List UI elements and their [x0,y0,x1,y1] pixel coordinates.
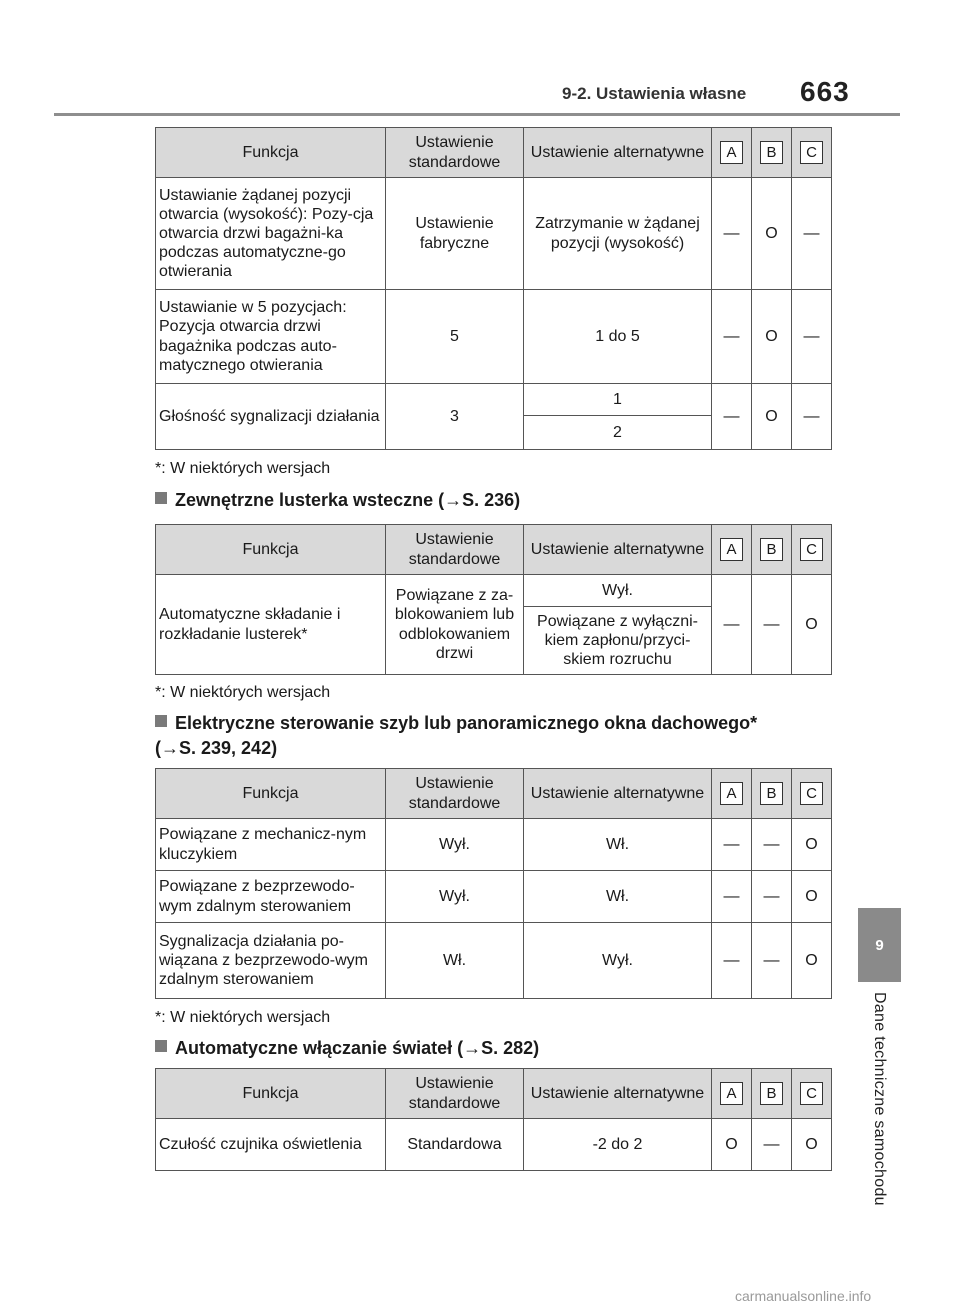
page-number: 663 [800,76,850,107]
col-a [712,128,752,178]
col-alt: Ustawienie alternatywne [524,769,712,819]
cell-std: Ustawienie fabryczne [386,178,524,290]
cell-alt-2: 2 [524,416,712,450]
badge-c: C [800,538,823,561]
col-a [712,769,752,819]
cell-std: Powiązane z za-blokowaniem lub odblokowaniem drzwi [386,575,524,675]
chapter-tab: 9 [858,908,901,982]
col-c [792,769,832,819]
table-windows [155,768,832,999]
badge-c: C [800,1082,823,1105]
arrow-icon: → [161,738,179,759]
cell-alt-1: Wył. [524,575,712,607]
cell-alt: 1 do 5 [524,290,712,384]
cell-alt: -2 do 2 [524,1119,712,1171]
cell-func: Ustawianie żądanej pozycji otwarcia (wysokość): Pozy-cja otwarcia drzwi bagażni-ka podczas automatyczne-go otwierania [156,178,386,290]
cell-std: Wył. [386,871,524,923]
cell-alt: Wył. [524,923,712,999]
cell-b: — [752,1119,792,1171]
cell-c: — [792,290,832,384]
cell-b: O [752,384,792,450]
heading-text: Elektryczne sterowanie szyb lub panoramicznego okna dachowego* [175,713,758,733]
cell-b: — [752,923,792,999]
table-row [156,871,832,923]
table-header-row [156,769,832,819]
cell-func: Ustawianie w 5 pozycjach: Pozycja otwarcia drzwi bagażnika podczas auto-matycznego otwierania [156,290,386,384]
cell-a: — [712,871,752,923]
cell-std: 5 [386,290,524,384]
paren: ( [155,738,161,759]
arrow-icon: → [463,1038,482,1058]
footnote: *: W niektórych wersjach [155,684,331,701]
col-std: Ustawienie standardowe [386,525,524,575]
square-bullet-icon [155,1040,167,1052]
chapter-label: Dane techniczne samochodu [871,992,888,1206]
col-std: Ustawienie standardowe [386,128,524,178]
badge-a: A [720,782,743,805]
cell-a: — [712,290,752,384]
table-lights [155,1068,832,1171]
footnote: *: W niektórych wersjach [155,460,331,477]
cell-std: 3 [386,384,524,450]
badge-a: A [720,141,743,164]
cell-func: Sygnalizacja działania po-wiązana z bezprzewodo-wym zdalnym sterowaniem [156,923,386,999]
table-header-row [156,1069,832,1119]
page-ref: S. 282) [481,1038,540,1058]
col-alt: Ustawienie alternatywne [524,128,712,178]
table-row [156,923,832,999]
badge-b: B [760,538,783,561]
cell-b: — [752,819,792,871]
table-row [156,575,832,607]
cell-b: — [752,575,792,675]
table-mirrors [155,524,832,675]
cell-func: Powiązane z mechanicz-nym kluczykiem [156,819,386,871]
table-row [156,178,832,290]
section-title: 9-2. Ustawienia własne [562,84,747,103]
section-heading-windows [155,711,835,761]
badge-b: B [760,782,783,805]
cell-a: — [712,923,752,999]
cell-alt: Wł. [524,819,712,871]
cell-alt-2: Powiązane z wyłączni-kiem zapłonu/przyci-skiem rozruchu [524,607,712,675]
col-c [792,1069,832,1119]
col-b [752,525,792,575]
cell-std: Standardowa [386,1119,524,1171]
badge-a: A [720,1082,743,1105]
cell-a: — [712,178,752,290]
cell-func: Automatyczne składanie i rozkładanie lusterek* [156,575,386,675]
cell-a: — [712,819,752,871]
heading-text: Automatyczne włączanie świateł ( [175,1038,464,1058]
cell-c: O [792,923,832,999]
col-func: Funkcja [156,1069,386,1119]
table-row [156,1119,832,1171]
col-b [752,1069,792,1119]
page-ref: S. 239, 242) [179,738,278,759]
col-alt: Ustawienie alternatywne [524,525,712,575]
badge-c: C [800,141,823,164]
table-row [156,290,832,384]
cell-a: O [712,1119,752,1171]
col-func: Funkcja [156,525,386,575]
cell-c: O [792,871,832,923]
page-header [0,0,960,120]
cell-std: Wył. [386,819,524,871]
table-row [156,384,832,416]
cell-func: Głośność sygnalizacji działania [156,384,386,450]
header-rule [54,113,900,116]
arrow-icon: → [444,490,463,510]
col-func: Funkcja [156,128,386,178]
cell-func: Powiązane z bezprzewodo-wym zdalnym sterowaniem [156,871,386,923]
badge-a: A [720,538,743,561]
section-heading-mirrors [155,488,520,513]
cell-a: — [712,384,752,450]
col-c [792,525,832,575]
section-heading-lights [155,1036,539,1061]
col-b [752,769,792,819]
cell-c: O [792,1119,832,1171]
col-std: Ustawienie standardowe [386,1069,524,1119]
cell-alt-1: 1 [524,384,712,416]
table-header-row [156,525,832,575]
table-header-row [156,128,832,178]
cell-std: Wł. [386,923,524,999]
cell-alt: Zatrzymanie w żądanej pozycji (wysokość) [524,178,712,290]
cell-c: O [792,819,832,871]
col-func: Funkcja [156,769,386,819]
heading-text: Zewnętrzne lusterka wsteczne ( [175,490,445,510]
square-bullet-icon [155,492,167,504]
col-b [752,128,792,178]
cell-c: O [792,575,832,675]
cell-b: — [752,871,792,923]
badge-b: B [760,1082,783,1105]
cell-b: O [752,178,792,290]
footnote: *: W niektórych wersjach [155,1009,331,1026]
page-ref: S. 236) [462,490,521,510]
col-a [712,525,752,575]
table-tailgate [155,127,832,450]
col-std: Ustawienie standardowe [386,769,524,819]
square-bullet-icon [155,715,167,727]
table-row [156,819,832,871]
badge-b: B [760,141,783,164]
cell-alt: Wł. [524,871,712,923]
col-alt: Ustawienie alternatywne [524,1069,712,1119]
col-a [712,1069,752,1119]
badge-c: C [800,782,823,805]
cell-c: — [792,178,832,290]
cell-a: — [712,575,752,675]
cell-c: — [792,384,832,450]
cell-b: O [752,290,792,384]
col-c [792,128,832,178]
watermark: carmanualsonline.info [735,1288,872,1304]
cell-func: Czułość czujnika oświetlenia [156,1119,386,1171]
